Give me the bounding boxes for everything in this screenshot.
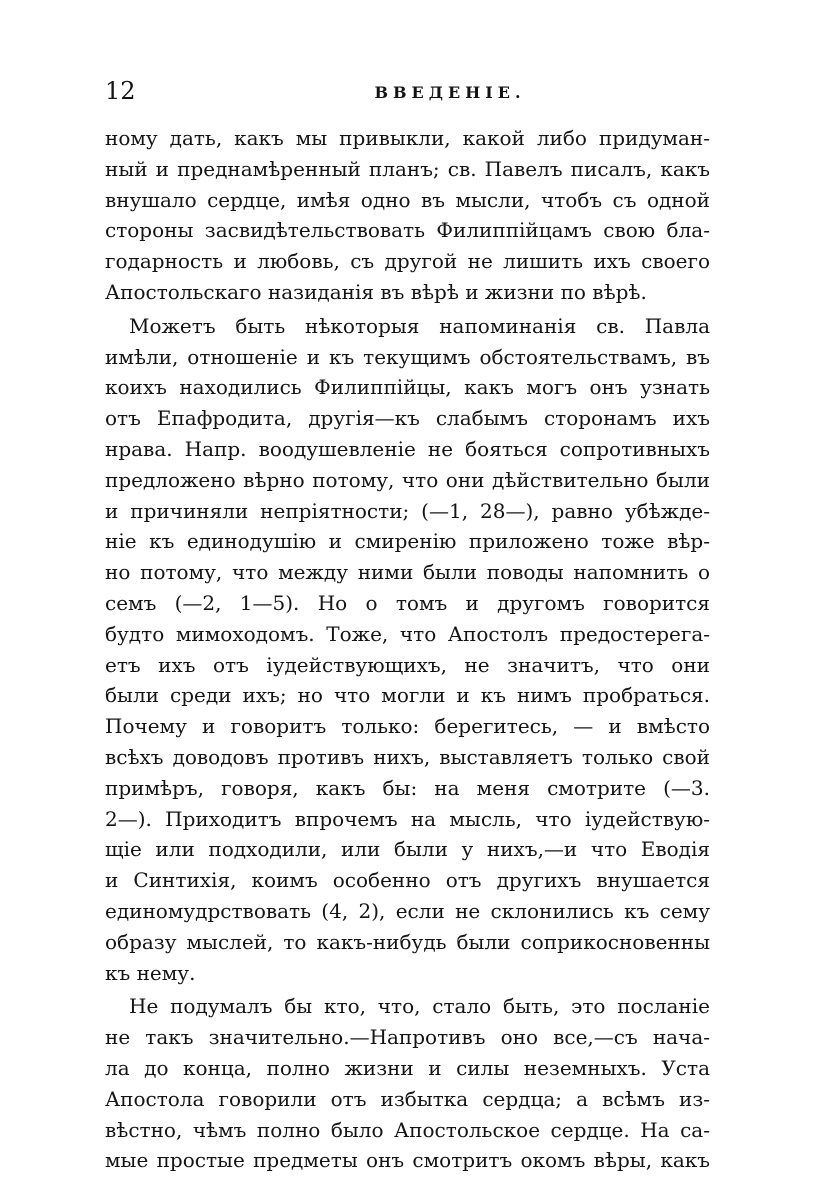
text-line: Апостола говорили отъ избытка сердца; а всѣмъ из- (105, 1086, 710, 1111)
text-line: ному дать, какъ мы привыкли, какой либо придуман- (105, 126, 710, 150)
text-line: но потому, что между ними были поводы напомнить о (105, 560, 710, 585)
text-line: къ нему. (105, 960, 196, 985)
text-line: Апостольскаго назиданія въ вѣрѣ и жизни по вѣрѣ. (105, 279, 647, 304)
text-line: были среди ихъ; но что могли и къ нимъ пробраться. (105, 683, 710, 708)
text-line: примѣръ, говоря, какъ бы: на меня смотрите (—3. (105, 775, 710, 800)
text-line: годарность и любовь, съ другой не лишить ихъ своего (105, 249, 710, 274)
text-line: ніе къ единодушію и смиренію приложено тоже вѣр- (105, 529, 710, 554)
text-line: не такъ значительно.—Напротивъ оно все,—съ нача- (105, 1025, 710, 1050)
text-line: нрава. Напр. воодушевленіе не бояться сопротивныхъ (105, 436, 710, 461)
text-line: коихъ находились Филиппійцы, какъ могъ онъ узнать (105, 375, 710, 400)
paragraph-2 (105, 311, 710, 989)
text-line: Не подумалъ бы кто, что, стало быть, это посланіе (129, 994, 710, 1019)
text-line: щіе или подходили, или были у нихъ,—и что Еводія (105, 837, 710, 862)
text-line: предложено вѣрно потому, что они дѣйствительно были (105, 467, 710, 492)
text-line: образу мыслей, то какъ-нибудь были соприкосновенны (105, 929, 710, 954)
text-line: будто мимоходомъ. Тоже, что Апостолъ предостерега- (105, 621, 710, 646)
text-line: внушало сердце, имѣя одно въ мысли, чтобъ съ одной (105, 187, 710, 212)
text-line: вѣстно, чѣмъ полно было Апостольское сердце. На са- (105, 1117, 710, 1142)
running-title: ВВЕДЕНІЕ. (374, 83, 526, 102)
text-line: отъ Епафродита, другія—къ слабымъ сторонамъ ихъ (105, 406, 710, 431)
text-line: всѣхъ доводовъ противъ нихъ, выставляетъ только свой (105, 744, 710, 769)
text-line: мые простые предметы онъ смотритъ окомъ вѣры, какъ (105, 1148, 710, 1173)
body-text (105, 123, 710, 1176)
text-line: стороны засвидѣтельствовать Филиппійцамъ свою бла- (105, 218, 710, 243)
paragraph-3 (105, 991, 710, 1176)
text-line: 2—). Приходитъ впрочемъ на мысль, что іудействую- (105, 806, 710, 831)
text-line: Почему и говоритъ только: берегитесь, — и вмѣсто (105, 714, 710, 739)
text-line: и причиняли непріятности; (—1, 28—), равно убѣжде- (105, 498, 710, 523)
paragraph-1 (105, 123, 710, 308)
text-line: ный и преднамѣренный планъ; св. Павелъ писалъ, какъ (105, 156, 710, 181)
page-header (105, 76, 710, 110)
text-line: Можетъ быть нѣкоторыя напоминанія св. Павла (129, 313, 710, 338)
text-line: етъ ихъ отъ іудействующихъ, не значитъ, что они (105, 652, 710, 677)
text-line: имѣли, отношеніе и къ текущимъ обстоятельствамъ, въ (105, 344, 710, 369)
page-number: 12 (105, 77, 136, 105)
text-line: семъ (—2, 1—5). Но о томъ и другомъ говорится (105, 590, 710, 615)
text-line: ла до конца, полно жизни и силы неземныхъ. Уста (105, 1055, 710, 1080)
text-line: и Синтихія, коимъ особенно отъ другихъ внушается (105, 868, 710, 893)
text-line: единомудрствовать (4, 2), если не склонились къ сему (105, 898, 710, 923)
